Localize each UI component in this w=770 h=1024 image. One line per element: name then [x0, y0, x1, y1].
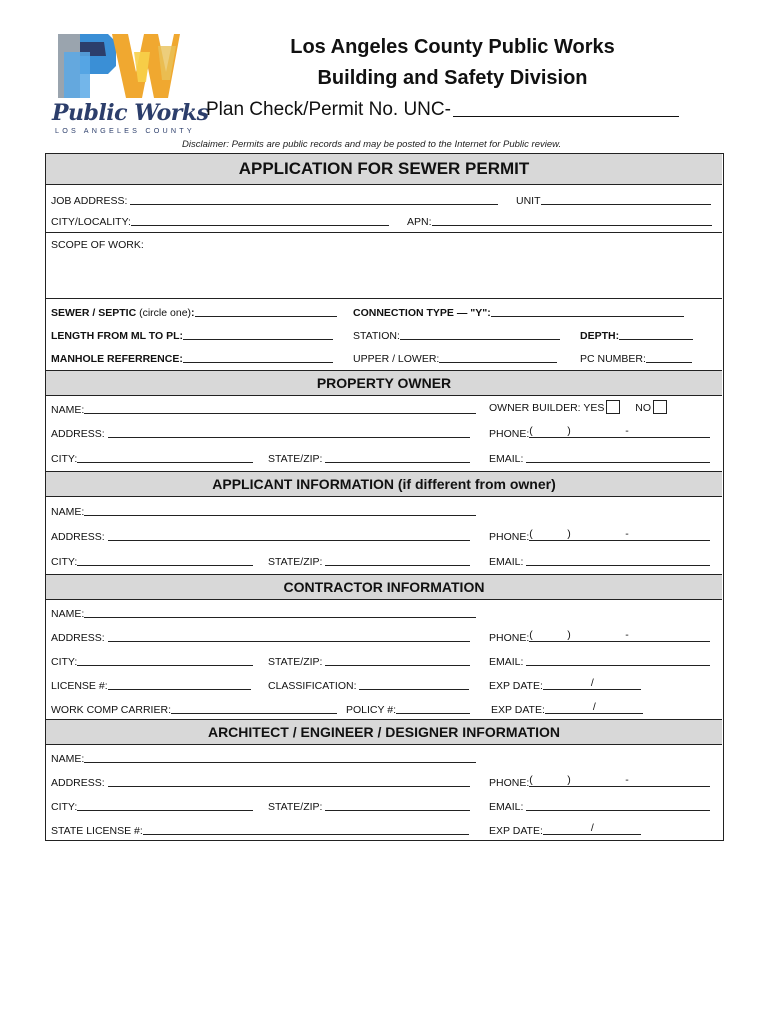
architect-exp-date-input[interactable] [543, 822, 641, 835]
owner-address-label: ADDRESS: [51, 428, 105, 440]
division-title: Building and Safety Division [317, 67, 588, 89]
pc-number-input[interactable] [646, 353, 692, 363]
contractor-address-label: ADDRESS: [51, 632, 105, 644]
classification-label: CLASSIFICATION: [268, 680, 357, 692]
architect-address-field[interactable] [51, 777, 470, 789]
contractor-header: CONTRACTOR INFORMATION [46, 574, 722, 600]
city-locality-label: CITY/LOCALITY: [51, 216, 131, 228]
unit-input[interactable] [541, 195, 711, 205]
contractor-license-input[interactable] [108, 680, 251, 690]
sewer-septic-field[interactable] [51, 307, 337, 319]
architect-address-label: ADDRESS: [51, 777, 105, 789]
city-locality-input[interactable] [131, 216, 389, 226]
contractor-city-label: CITY: [51, 656, 78, 668]
architect-exp-date-field[interactable] [489, 822, 641, 837]
paren: ) [567, 629, 571, 641]
contractor-name-field[interactable] [51, 608, 476, 620]
applicant-state-zip-field[interactable] [268, 556, 470, 568]
connection-type-label: CONNECTION TYPE — "Y": [353, 307, 491, 319]
upper-lower-field[interactable] [353, 353, 557, 365]
contractor-exp-date-input[interactable] [543, 677, 641, 690]
agency-title: Los Angeles County Public Works [290, 36, 615, 58]
manhole-label: MANHOLE REFERRENCE: [51, 353, 183, 365]
connection-type-field[interactable] [353, 307, 684, 319]
architect-email-input[interactable] [526, 801, 710, 811]
state-license-field[interactable] [51, 825, 469, 837]
dash: - [625, 528, 629, 540]
unit-field[interactable] [516, 195, 711, 207]
contractor-state-zip-field[interactable] [268, 656, 470, 668]
disclaimer: Disclaimer: Permits are public records and may be posted to the Internet for Public review. [182, 139, 562, 150]
owner-email-field[interactable] [489, 453, 710, 465]
owner-builder-yes-checkbox[interactable] [606, 400, 620, 414]
paren: ( [529, 425, 533, 437]
scope-of-work-input[interactable] [46, 232, 722, 298]
architect-name-input[interactable] [84, 753, 476, 763]
contractor-phone-field[interactable] [489, 629, 710, 644]
form-title: APPLICATION FOR SEWER PERMIT [46, 154, 722, 185]
unit-label: UNIT [516, 195, 541, 207]
owner-name-input[interactable] [84, 404, 476, 414]
contractor-license-field[interactable] [51, 680, 251, 692]
station-label: STATION: [353, 330, 400, 342]
city-locality-field[interactable] [51, 216, 389, 228]
owner-address-field[interactable] [51, 428, 470, 440]
logo-wordmark: Public Works [52, 100, 209, 126]
applicant-phone-input[interactable] [529, 528, 710, 541]
applicant-address-input[interactable] [108, 531, 470, 541]
apn-label: APN: [407, 216, 432, 228]
architect-state-zip-label: STATE/ZIP: [268, 801, 323, 813]
upper-lower-label: UPPER / LOWER: [353, 353, 440, 365]
policy-input[interactable] [396, 704, 470, 714]
classification-field[interactable] [268, 680, 469, 692]
owner-phone-input[interactable] [529, 425, 710, 438]
work-comp-input[interactable] [171, 704, 337, 714]
architect-city-field[interactable] [51, 801, 253, 813]
dash: - [625, 425, 629, 437]
paren: ( [529, 629, 533, 641]
job-address-label: JOB ADDRESS: [51, 195, 128, 207]
property-owner-header: PROPERTY OWNER [46, 370, 722, 396]
connection-type-input[interactable] [491, 307, 684, 317]
circle-one-note: (circle one) [136, 307, 192, 319]
owner-address-input[interactable] [108, 428, 470, 438]
contractor-name-input[interactable] [84, 608, 476, 618]
applicant-state-zip-input[interactable] [325, 556, 470, 566]
owner-city-field[interactable] [51, 453, 253, 465]
owner-phone-label: PHONE: [489, 428, 530, 440]
owner-email-label: EMAIL: [489, 453, 524, 465]
applicant-address-field[interactable] [51, 531, 470, 543]
owner-phone-field[interactable] [489, 425, 710, 440]
state-license-label: STATE LICENSE #: [51, 825, 143, 837]
logo-subtitle: LOS ANGELES COUNTY [55, 126, 195, 135]
owner-state-zip-input[interactable] [325, 453, 470, 463]
depth-field[interactable] [580, 330, 693, 342]
contractor-state-zip-label: STATE/ZIP: [268, 656, 323, 668]
sewer-permit-form [45, 153, 724, 841]
applicant-header: APPLICANT INFORMATION (if different from owner) [46, 471, 722, 497]
sewer-septic-input[interactable] [195, 307, 337, 317]
yes-label: YES [583, 402, 605, 414]
job-address-field[interactable] [51, 195, 498, 207]
contractor-city-field[interactable] [51, 656, 253, 668]
architect-phone-field[interactable] [489, 774, 710, 789]
architect-email-field[interactable] [489, 801, 710, 813]
plan-check-input[interactable] [453, 100, 679, 117]
contractor-address-input[interactable] [108, 632, 470, 642]
length-field[interactable] [51, 330, 333, 342]
contractor-email-label: EMAIL: [489, 656, 524, 668]
applicant-email-input[interactable] [526, 556, 710, 566]
policy-label: POLICY #: [346, 704, 396, 716]
owner-state-zip-label: STATE/ZIP: [268, 453, 323, 465]
paren: ( [529, 774, 533, 786]
depth-input[interactable] [619, 330, 693, 340]
sewer-septic-label: SEWER / SEPTIC [51, 307, 137, 319]
architect-exp-date-label: EXP DATE: [489, 825, 543, 837]
divider [46, 298, 722, 299]
no-label: NO [635, 402, 652, 414]
contractor-exp-date-label: EXP DATE: [489, 680, 543, 692]
station-input[interactable] [400, 330, 560, 340]
paren: ) [567, 774, 571, 786]
manhole-input[interactable] [183, 353, 333, 363]
work-comp-exp-date-label: EXP DATE: [491, 704, 545, 716]
state-license-input[interactable] [143, 825, 469, 835]
policy-field[interactable] [346, 704, 470, 716]
applicant-address-label: ADDRESS: [51, 531, 105, 543]
apn-field[interactable] [407, 216, 712, 228]
plan-check-field[interactable] [206, 99, 679, 121]
architect-city-input[interactable] [77, 801, 253, 811]
architect-name-field[interactable] [51, 753, 476, 765]
contractor-city-input[interactable] [77, 656, 253, 666]
contractor-address-field[interactable] [51, 632, 470, 644]
architect-state-zip-field[interactable] [268, 801, 470, 813]
contractor-phone-input[interactable] [529, 629, 710, 642]
applicant-name-input[interactable] [84, 506, 476, 516]
owner-builder-field [489, 400, 667, 414]
contractor-phone-label: PHONE: [489, 632, 530, 644]
dash: - [625, 774, 629, 786]
contractor-email-input[interactable] [526, 656, 710, 666]
paren: ) [567, 528, 571, 540]
depth-label: DEPTH: [580, 330, 620, 342]
classification-input[interactable] [359, 680, 469, 690]
upper-lower-input[interactable] [439, 353, 557, 363]
length-input[interactable] [183, 330, 333, 340]
owner-city-label: CITY: [51, 453, 78, 465]
architect-name-label: NAME: [51, 753, 85, 765]
architect-city-label: CITY: [51, 801, 78, 813]
contractor-name-label: NAME: [51, 608, 85, 620]
applicant-city-label: CITY: [51, 556, 78, 568]
applicant-city-field[interactable] [51, 556, 253, 568]
manhole-field[interactable] [51, 353, 333, 365]
work-comp-exp-date-input[interactable] [545, 701, 643, 714]
work-comp-label: WORK COMP CARRIER: [51, 704, 171, 716]
paren: ( [529, 528, 533, 540]
applicant-email-field[interactable] [489, 556, 710, 568]
apn-input[interactable] [432, 216, 712, 226]
owner-email-input[interactable] [526, 453, 710, 463]
applicant-phone-label: PHONE: [489, 531, 530, 543]
slash: / [590, 822, 594, 834]
architect-phone-input[interactable] [529, 774, 710, 787]
contractor-state-zip-input[interactable] [325, 656, 470, 666]
owner-name-field[interactable] [51, 404, 476, 416]
public-works-logo [50, 32, 180, 102]
station-field[interactable] [353, 330, 560, 342]
job-address-input[interactable] [130, 195, 498, 205]
contractor-exp-date-field[interactable] [489, 677, 641, 692]
applicant-city-input[interactable] [77, 556, 253, 566]
architect-phone-label: PHONE: [489, 777, 530, 789]
slash: / [592, 701, 596, 713]
owner-builder-no-checkbox[interactable] [653, 400, 667, 414]
dash: - [625, 629, 629, 641]
work-comp-exp-date-field[interactable] [491, 701, 643, 716]
architect-email-label: EMAIL: [489, 801, 524, 813]
owner-builder-label: OWNER BUILDER: [489, 402, 581, 414]
owner-state-zip-field[interactable] [268, 453, 470, 465]
scope-of-work-label: SCOPE OF WORK: [51, 239, 144, 251]
applicant-name-field[interactable] [51, 506, 476, 518]
pc-number-field[interactable] [580, 353, 692, 365]
owner-name-label: NAME: [51, 404, 85, 416]
plan-check-label: Plan Check/Permit No. UNC- [206, 99, 451, 120]
applicant-email-label: EMAIL: [489, 556, 524, 568]
architect-header: ARCHITECT / ENGINEER / DESIGNER INFORMATION [46, 719, 722, 745]
applicant-name-label: NAME: [51, 506, 85, 518]
architect-state-zip-input[interactable] [325, 801, 470, 811]
pc-number-label: PC NUMBER: [580, 353, 646, 365]
slash: / [590, 677, 594, 689]
length-label: LENGTH FROM ML TO PL: [51, 330, 184, 342]
contractor-email-field[interactable] [489, 656, 710, 668]
architect-address-input[interactable] [108, 777, 470, 787]
work-comp-field[interactable] [51, 704, 337, 716]
paren: ) [567, 425, 571, 437]
applicant-phone-field[interactable] [489, 528, 710, 543]
applicant-state-zip-label: STATE/ZIP: [268, 556, 323, 568]
owner-city-input[interactable] [77, 453, 253, 463]
contractor-license-label: LICENSE #: [51, 680, 108, 692]
colon: : [191, 307, 195, 319]
